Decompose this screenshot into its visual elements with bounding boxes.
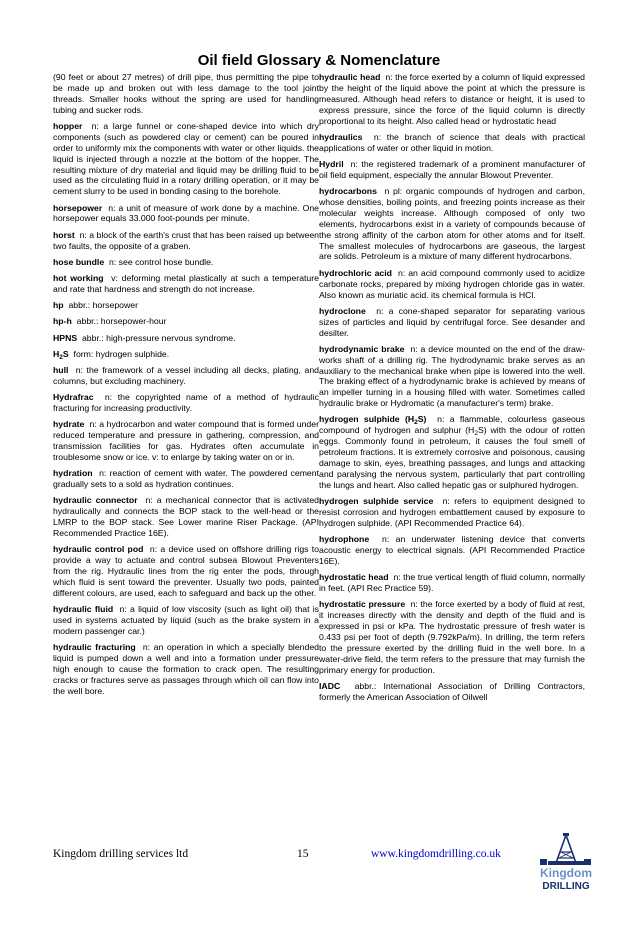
- term-subscript: 2: [414, 419, 418, 427]
- glossary-term-text: hopper: [53, 120, 83, 131]
- definition-subscript: 2: [474, 430, 478, 438]
- term-subscript: 2: [59, 353, 63, 361]
- glossary-entry: [53, 495, 319, 539]
- glossary-term-text: hydrochloric acid: [319, 267, 392, 278]
- glossary-term-text: hydrogen sulphide (H: [319, 414, 415, 425]
- glossary-definition: n: a unit of measure of work done by a machine. One horsepower equals 33.000 foot-pounds per minute.: [53, 202, 320, 224]
- glossary-definition: n: a liquid of low viscosity (such as light oil) that is used in systems actuated by liquid (such as the brake system in a modern passenger car.): [53, 603, 320, 636]
- glossary-term-text: H: [53, 348, 60, 359]
- glossary-entry: [53, 468, 319, 490]
- glossary-term-text: hydraulic fracturing: [53, 641, 136, 652]
- footer-url-link[interactable]: www.kingdomdrilling.co.uk: [371, 848, 501, 860]
- glossary-definition: n: reaction of cement with water. The powdered cement gradually sets to a sold as hydration continues.: [53, 468, 320, 489]
- glossary-term: [319, 72, 380, 82]
- footer-page-number: 15: [297, 848, 309, 860]
- glossary-definition: n: the branch of science that deals with practical applications of water or other liquid in motion.: [319, 131, 586, 153]
- glossary-term: [53, 273, 104, 283]
- glossary-definition: n: an acid compound commonly used to acidize carbonate rocks, prepared by mixing hydrogen chloride gas in water. Also known as muriatic acid. its chemical formula is HCl.: [319, 267, 586, 300]
- glossary-term: [319, 572, 389, 582]
- page-title: Oil field Glossary & Nomenclature: [197, 52, 441, 69]
- glossary-definition: n: the copyrighted name of a method of hydraulic fracturing for increasing productivity.: [53, 392, 319, 413]
- glossary-term-text: hull: [53, 364, 69, 375]
- glossary-entry: [319, 306, 585, 339]
- glossary-term: [53, 121, 82, 131]
- glossary-term-text: Hydrafrac: [53, 392, 94, 403]
- glossary-entry: [319, 186, 585, 262]
- glossary-term-suffix: S: [62, 348, 69, 359]
- glossary-term-text: hydraulic control pod: [53, 544, 144, 555]
- glossary-definition: n: a large funnel or cone-shaped device into which dry components (such as powdered clay or cement) can be poured in order to uniformly mix the components with water or other liquids. the liquid is injected through a nozzle at the bottom of the hopper. The resulting mixture of dry material and liquid may be drilling fluid to be used as the circulating fluid in a rotary drilling operation, or it may be cement slurry to be used in bonding casing to the borehole.: [53, 120, 320, 197]
- glossary-term-text: hydrogen sulphide service: [319, 496, 434, 507]
- glossary-entry: [53, 365, 319, 387]
- glossary-term-text: hydrocarbons: [319, 186, 377, 197]
- glossary-definition: (90 feet or about 27 metres) of drill pipe, thus permitting the pipe to be made up and broken out with less damage to the tool joint threads. Smaller hooks without the spring are used for handling tubing and sucker rods.: [53, 72, 319, 115]
- glossary-definition: n: a hydrocarbon and water compound that is formed under reduced temperature and pressure in gathering, compression, and transmission facilities for gas. Hydrates often accumulate in troublesome snow or ice. v: to enlarge by taking water on or in.: [53, 419, 319, 462]
- glossary-entry: [319, 599, 585, 675]
- glossary-definition: n: the framework of a vessel including all decks, plating, and columns, but excluding machinery.: [53, 364, 320, 386]
- glossary-entry: [53, 300, 319, 311]
- glossary-definition: abbr.: horsepower: [68, 300, 138, 311]
- glossary-term-text: hydraulics: [319, 131, 363, 142]
- glossary-term-text: horst: [53, 229, 75, 240]
- glossary-definition: abbr.: International Association of Drilling Contractors, formerly the American Association of Oilwell: [319, 680, 585, 702]
- glossary-term-text: hydrophone: [319, 534, 370, 545]
- glossary-entry: [53, 230, 319, 252]
- glossary-term: [319, 186, 377, 196]
- glossary-entry: [319, 572, 585, 594]
- glossary-definition: n: an underwater listening device that converts acoustic energy to electrical signals. (API Recommended Practice 16E).: [319, 534, 585, 566]
- glossary-term: [53, 604, 113, 614]
- glossary-term: [53, 333, 77, 343]
- glossary-term: [319, 306, 366, 316]
- glossary-term-text: Hydril: [319, 158, 344, 169]
- glossary-term: [319, 681, 340, 691]
- glossary-term-text: HPNS: [53, 332, 78, 343]
- glossary-definition: n: see control hose bundle.: [109, 256, 214, 267]
- glossary-definition: v: deforming metal plastically at such a temperature and rate that hardness and strength do not increase.: [53, 272, 319, 294]
- glossary-term: [319, 132, 362, 142]
- glossary-definition: n: an operation in which a specially blended liquid is pumped down a well and into a formation under pressure high enough to cause the formation to crack open. The resulting cracks or fractures serve as passages through which oil can flow into the well bore.: [53, 641, 319, 696]
- glossary-entry: [319, 344, 585, 409]
- glossary-entry: [319, 414, 585, 490]
- glossary-definition: n: a mechanical connector that is activated hydraulically and connects the BOP stack to the well-head or the LMRP to the BOP stack. See Lower marine Riser Package. (API Recommended Practice 16E).: [53, 495, 319, 538]
- glossary-definition: n pl: organic compounds of hydrogen and carbon, whose densities, boiling points, and freezing points increase as their molecular weights increase. Although composed of only two elements, hydrocarbons exist in a variety of compounds because of the strong affinity of the carbon atom for other atoms and for itself. The smallest molecules of hydrocarbons are gaseous, the largest are solids. Petroleum is a mixture of many different hydrocarbons.: [319, 186, 585, 262]
- glossary-definition: abbr.: horsepower-hour: [76, 316, 167, 327]
- glossary-term: [319, 496, 433, 506]
- glossary-entry: [53, 544, 319, 599]
- glossary-entry: [53, 273, 319, 295]
- glossary-definition: n: a device used on offshore drilling rigs to provide a way to actuate and control subsea Blowout Preventers from the rig. Hydraulic lines from the rig enter the pods, through which fluid is sent toward the preventer. Usually two pods, painted different colours, are used, each to safeguard and back up the other.: [53, 544, 320, 598]
- glossary-term: [53, 349, 69, 359]
- glossary-term: [53, 316, 72, 326]
- glossary-term-text: hydration: [53, 468, 93, 479]
- glossary-entry: [319, 268, 585, 301]
- glossary-term-text: hydraulic head: [319, 72, 381, 82]
- glossary-entry: [319, 159, 585, 181]
- left-column: [53, 72, 319, 702]
- glossary-term: [319, 534, 369, 544]
- glossary-term: [53, 544, 143, 554]
- glossary-term-text: hydrostatic head: [319, 572, 389, 583]
- kingdom-drilling-logo: [534, 833, 598, 893]
- glossary-term-text: IADC: [319, 680, 341, 691]
- logo-text-kingdom: Kingdom: [540, 866, 592, 880]
- glossary-entry: [319, 72, 585, 127]
- glossary-definition: n: a device mounted on the end of the draw-works shaft of a drilling rig. The hydrodynamic brake serves as an auxiliary to the mechanical brake when pipe is lowered into the well. The braking effect of a hydrodynamic brake is achieved by means of an impeller turning in a housing filled with water. Sometimes called hydraulic brake or Hydromatic (a manufacturer's term) brake.: [319, 343, 585, 409]
- glossary-term: [319, 344, 405, 354]
- glossary-term-text: hydraulic connector: [53, 495, 138, 506]
- glossary-definition: n: a block of the earth's crust that has been raised up between two faults, the opposite of a graben.: [53, 229, 319, 251]
- glossary-term-text: horsepower: [53, 202, 103, 213]
- glossary-term: [53, 230, 75, 240]
- glossary-term: [53, 495, 138, 505]
- glossary-term: [53, 203, 102, 213]
- glossary-term: [53, 642, 136, 652]
- glossary-entry: [53, 419, 319, 463]
- right-column: [319, 72, 585, 708]
- glossary-term: [53, 257, 104, 267]
- glossary-entry: [319, 681, 585, 703]
- glossary-term: [319, 599, 405, 609]
- glossary-entry: [319, 496, 585, 529]
- glossary-term-text: hydraulic fluid: [53, 603, 114, 614]
- glossary-entry: [53, 316, 319, 327]
- glossary-term-text: hydroclone: [319, 305, 366, 316]
- glossary-term: [319, 414, 427, 427]
- glossary-entry: [53, 257, 319, 268]
- glossary-entry: [319, 132, 585, 154]
- glossary-entry: [53, 392, 319, 414]
- glossary-term: [53, 468, 93, 478]
- glossary-entry: [53, 72, 319, 116]
- glossary-term: [53, 300, 64, 310]
- glossary-term-text: hp-h: [53, 316, 72, 327]
- glossary-definition: n: the force exerted by a column of liquid expressed by the height of the liquid above the point at which the pressure is measured. Although head refers to distance or height, it is used to express pressure, since the force of the liquid column is directly proportional to its height. Also called head or hydrostatic head: [319, 72, 585, 126]
- glossary-term-text: hydrostatic pressure: [319, 599, 406, 610]
- glossary-entry: [53, 604, 319, 637]
- glossary-term: [53, 419, 84, 429]
- glossary-term-text: hot working: [53, 272, 104, 283]
- glossary-term-text: hp: [53, 300, 64, 311]
- glossary-term-text: hydrodynamic brake: [319, 343, 405, 354]
- glossary-term-suffix: S): [417, 414, 427, 425]
- glossary-entry: [53, 121, 319, 197]
- glossary-entry: [53, 349, 319, 360]
- glossary-entry: [319, 534, 585, 567]
- glossary-definition: n: the force exerted by a body of fluid at rest, it increases directly with the density and depth of the fluid and is expressed in psi or kPa. The hydrostatic pressure of fresh water is 0.433 psi per foot of depth (9.792kPa/m). In drilling, the term refers to the pressure exerted by the drilling fluid in the well bore. In a water-drive field, the term refers to the pressure that may furnish the primary energy for production.: [319, 599, 586, 675]
- glossary-entry: [53, 642, 319, 697]
- footer-company: Kingdom drilling services ltd: [53, 848, 189, 860]
- logo-text-drilling: DRILLING: [542, 881, 590, 892]
- glossary-term-text: hose bundle: [53, 256, 105, 267]
- glossary-entry: [53, 203, 319, 225]
- glossary-definition: n: the true vertical length of fluid column, normally in feet. (API Rec Practice 59).: [319, 572, 585, 594]
- glossary-term: [319, 159, 344, 169]
- glossary-term: [53, 392, 94, 402]
- glossary-definition: n: a cone-shaped separator for separating various sizes of particles and liquid by centrifugal force. See desander and desilter.: [319, 305, 585, 338]
- glossary-definition: n: the registered trademark of a prominent manufacturer of oil field equipment, especially the annular Blowout Preventer.: [319, 158, 586, 180]
- glossary-term: [319, 268, 392, 278]
- drilling-rig-icon: [540, 833, 591, 865]
- glossary-definition: abbr.: high-pressure nervous syndrome.: [81, 332, 236, 343]
- glossary-definition: S) with the odour of rotten eggs. Commonly found in petroleum, it causes the foul smell of petroleum fractions. It is extremely corrosive and poisonous, causing damage to skin, eyes, breathing passages, and lungs and attacking and paralysing the nervous system, particularly that part controlling the lungs and heart. Also called hepatic gas or sulphured hydrogen.: [319, 425, 586, 490]
- glossary-entry: [53, 333, 319, 344]
- glossary-definition: n: refers to equipment designed to resist corrosion and hydrogen embattlement caused by exposure to hydrogen sulphide. (API Recommended Practice 64).: [319, 496, 585, 528]
- glossary-term: [53, 365, 68, 375]
- glossary-term-text: hydrate: [53, 419, 85, 430]
- glossary-definition-start: n: a flammable, colourless gaseous compound of hydrogen and sulphur (H: [319, 414, 585, 436]
- glossary-definition: form: hydrogen sulphide.: [73, 348, 170, 359]
